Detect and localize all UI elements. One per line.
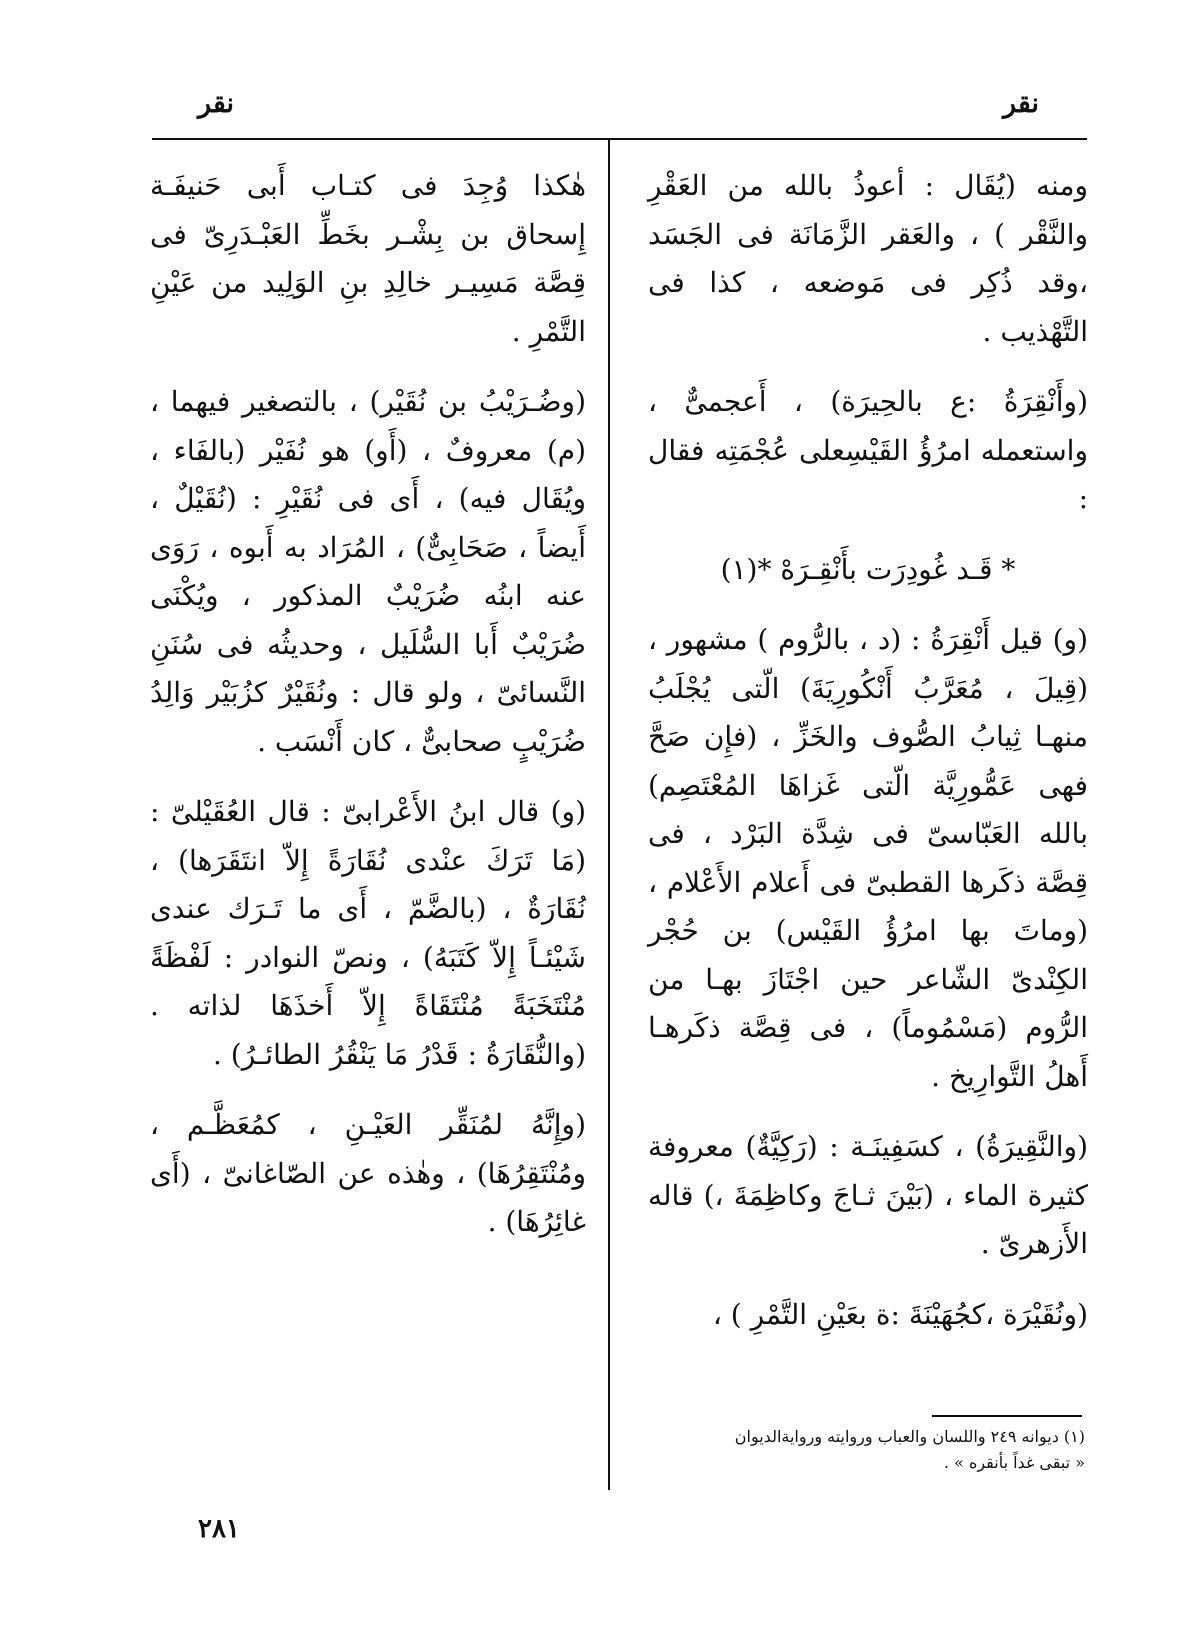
left-column — [150, 162, 586, 1269]
footnote-line: (١) ديوانه ٢٤٩ واللسان والعباب وروايته وروايةالديوان — [734, 1427, 1085, 1446]
paragraph: (وأَنْقِرَةُ :ع بالحِيرَة) ، أَعجمىٌّ ، واستعمله امرُؤُ القَيْسِعلى عُجْمَتِه فقال : — [648, 385, 1088, 515]
footnote-line: « تبقى غداً بأنقره » . — [943, 1453, 1085, 1472]
paragraph: ومنه (يُقَال : أعوذُ بالله من العَقْرِ والنَّقْر ) ، والعَقر الزَّمَانَة فى الجَسَد ،وقد ذُكِر فى مَوضعه ، كذا فى التَّهْذيب . — [648, 169, 1088, 348]
paragraph: (وضُـرَيْبُ بن نُقَيْر) ، بالتصغير فيهما ، (م) معروفٌ ، (أَو) هو نُفَيْر (بالفَاء ، ويُقَال فيه) ، أَى فى نُقَيْرِ : (نُقَيْلٌ ، أَيضاً ، صَحَابِىٌّ) ، المُرَاد به أَبوه ، رَوَى عنه ابنُه ضُرَيْبٌ المذكور ، ويُكْنَى ضُرَيْبٌ أَبا السُّلَيل ، وحديثُه فى سُنَنِ النَّسائىّ ، ولو قال : ونُقَيْرٌ كزُبَيْر وَالِدُ ضُرَيْبٍ صحابىٌّ ، كان أَنْسَب . — [150, 385, 586, 758]
paragraph: (ونُقَيْرَة ،كجُهَيْنَةَ :ة بعَيْنِ التَّمْرِ ) ، — [712, 1297, 1088, 1331]
footnote — [645, 1424, 1085, 1476]
right-column — [648, 162, 1088, 1361]
page-number: ٢٨١ — [198, 1514, 240, 1544]
header-rule — [152, 138, 1087, 140]
paragraph: (وإِنَّهُ لمُنَقِّر العَيْـنِ ، كمُعَظَّـم ، ومُنْتَقِرُهَا) ، وهٰذه عن الصّاغانىّ ، (أَى غائِرُهَا) . — [150, 1108, 586, 1238]
running-header-left: نقر — [198, 88, 235, 119]
verse-line: * قَـد غُودِرَت بأَنْقِـرَهْ *(١) — [720, 552, 1016, 586]
paragraph: (والنَّقِيرَةُ) ، كسَفِينَـة : (رَكِيَّةٌ) معروفة كثيرة الماء ، (بَيْنَ ثـاجَ وكاظِمَةَ ،) قاله الأَزهرىّ . — [648, 1130, 1088, 1260]
paragraph: (و) قال ابنُ الأَعْرابىّ : قال العُقَيْلىّ : (مَا تَرَكَ عنْدى نُقَارَةً إِلاّ انتَقَرَها) ، نُقَارَةٌ ، (بالضَّمّ ، أَى ما تَـرَك عندى شَيْئـاً إِلاّ كَتَبَهُ) ، ونصّ النوادر : لَفْظَةً مُنْتَخَبَةً مُنْتَقَاةً إِلاّ أَخذَهَا لذاته . (والنُّقَارَةُ : قَدْرُ مَا يَنْقُرُ الطائـرُ) . — [150, 795, 586, 1071]
running-header-right: نقر — [1003, 88, 1040, 119]
footnote-rule — [932, 1415, 1082, 1417]
paragraph: هٰكذا وُجِدَ فى كتـاب أَبى حَنيفَـة إِسحاق بن بِشْـر بخَطِّ العَبْـدَرِىّ فى قِصَّة مَسِيـر خالِدِ بنِ الوَلِيد من عَيْنِ التَّمْرِ . — [150, 169, 586, 348]
paragraph: (و) قيل أَنْقِرَةُ : (د ، بالرُّوم ) مشهور ،(قِيلَ ، مُعَرَّبُ أَنْكُورِيَةَ) الّتى يُجْلَبُ منهـا ثِيابُ الصُّوف والخَزِّ ، (فإِن صَحَّ فهى عَمُّورِيَّة الّتى غَزاهَا المُعْتَصِم) بالله العَبّاسىّ فى شِدَّة البَرْد ، فى قِصَّة ذكَرها القطبىّ فى أَعلام الأَعْلام ، (وماتَ بها امرُؤُ القَيْس) بن حُجْر الكِنْدىّ الشّاعر حين اجْتَازَ بهـا من الرُّوم (مَسْمُوماً) ، فى قِصَّة ذكَرهـا أَهلُ التَّوارِيخ . — [648, 623, 1088, 1093]
column-divider — [608, 138, 610, 1490]
